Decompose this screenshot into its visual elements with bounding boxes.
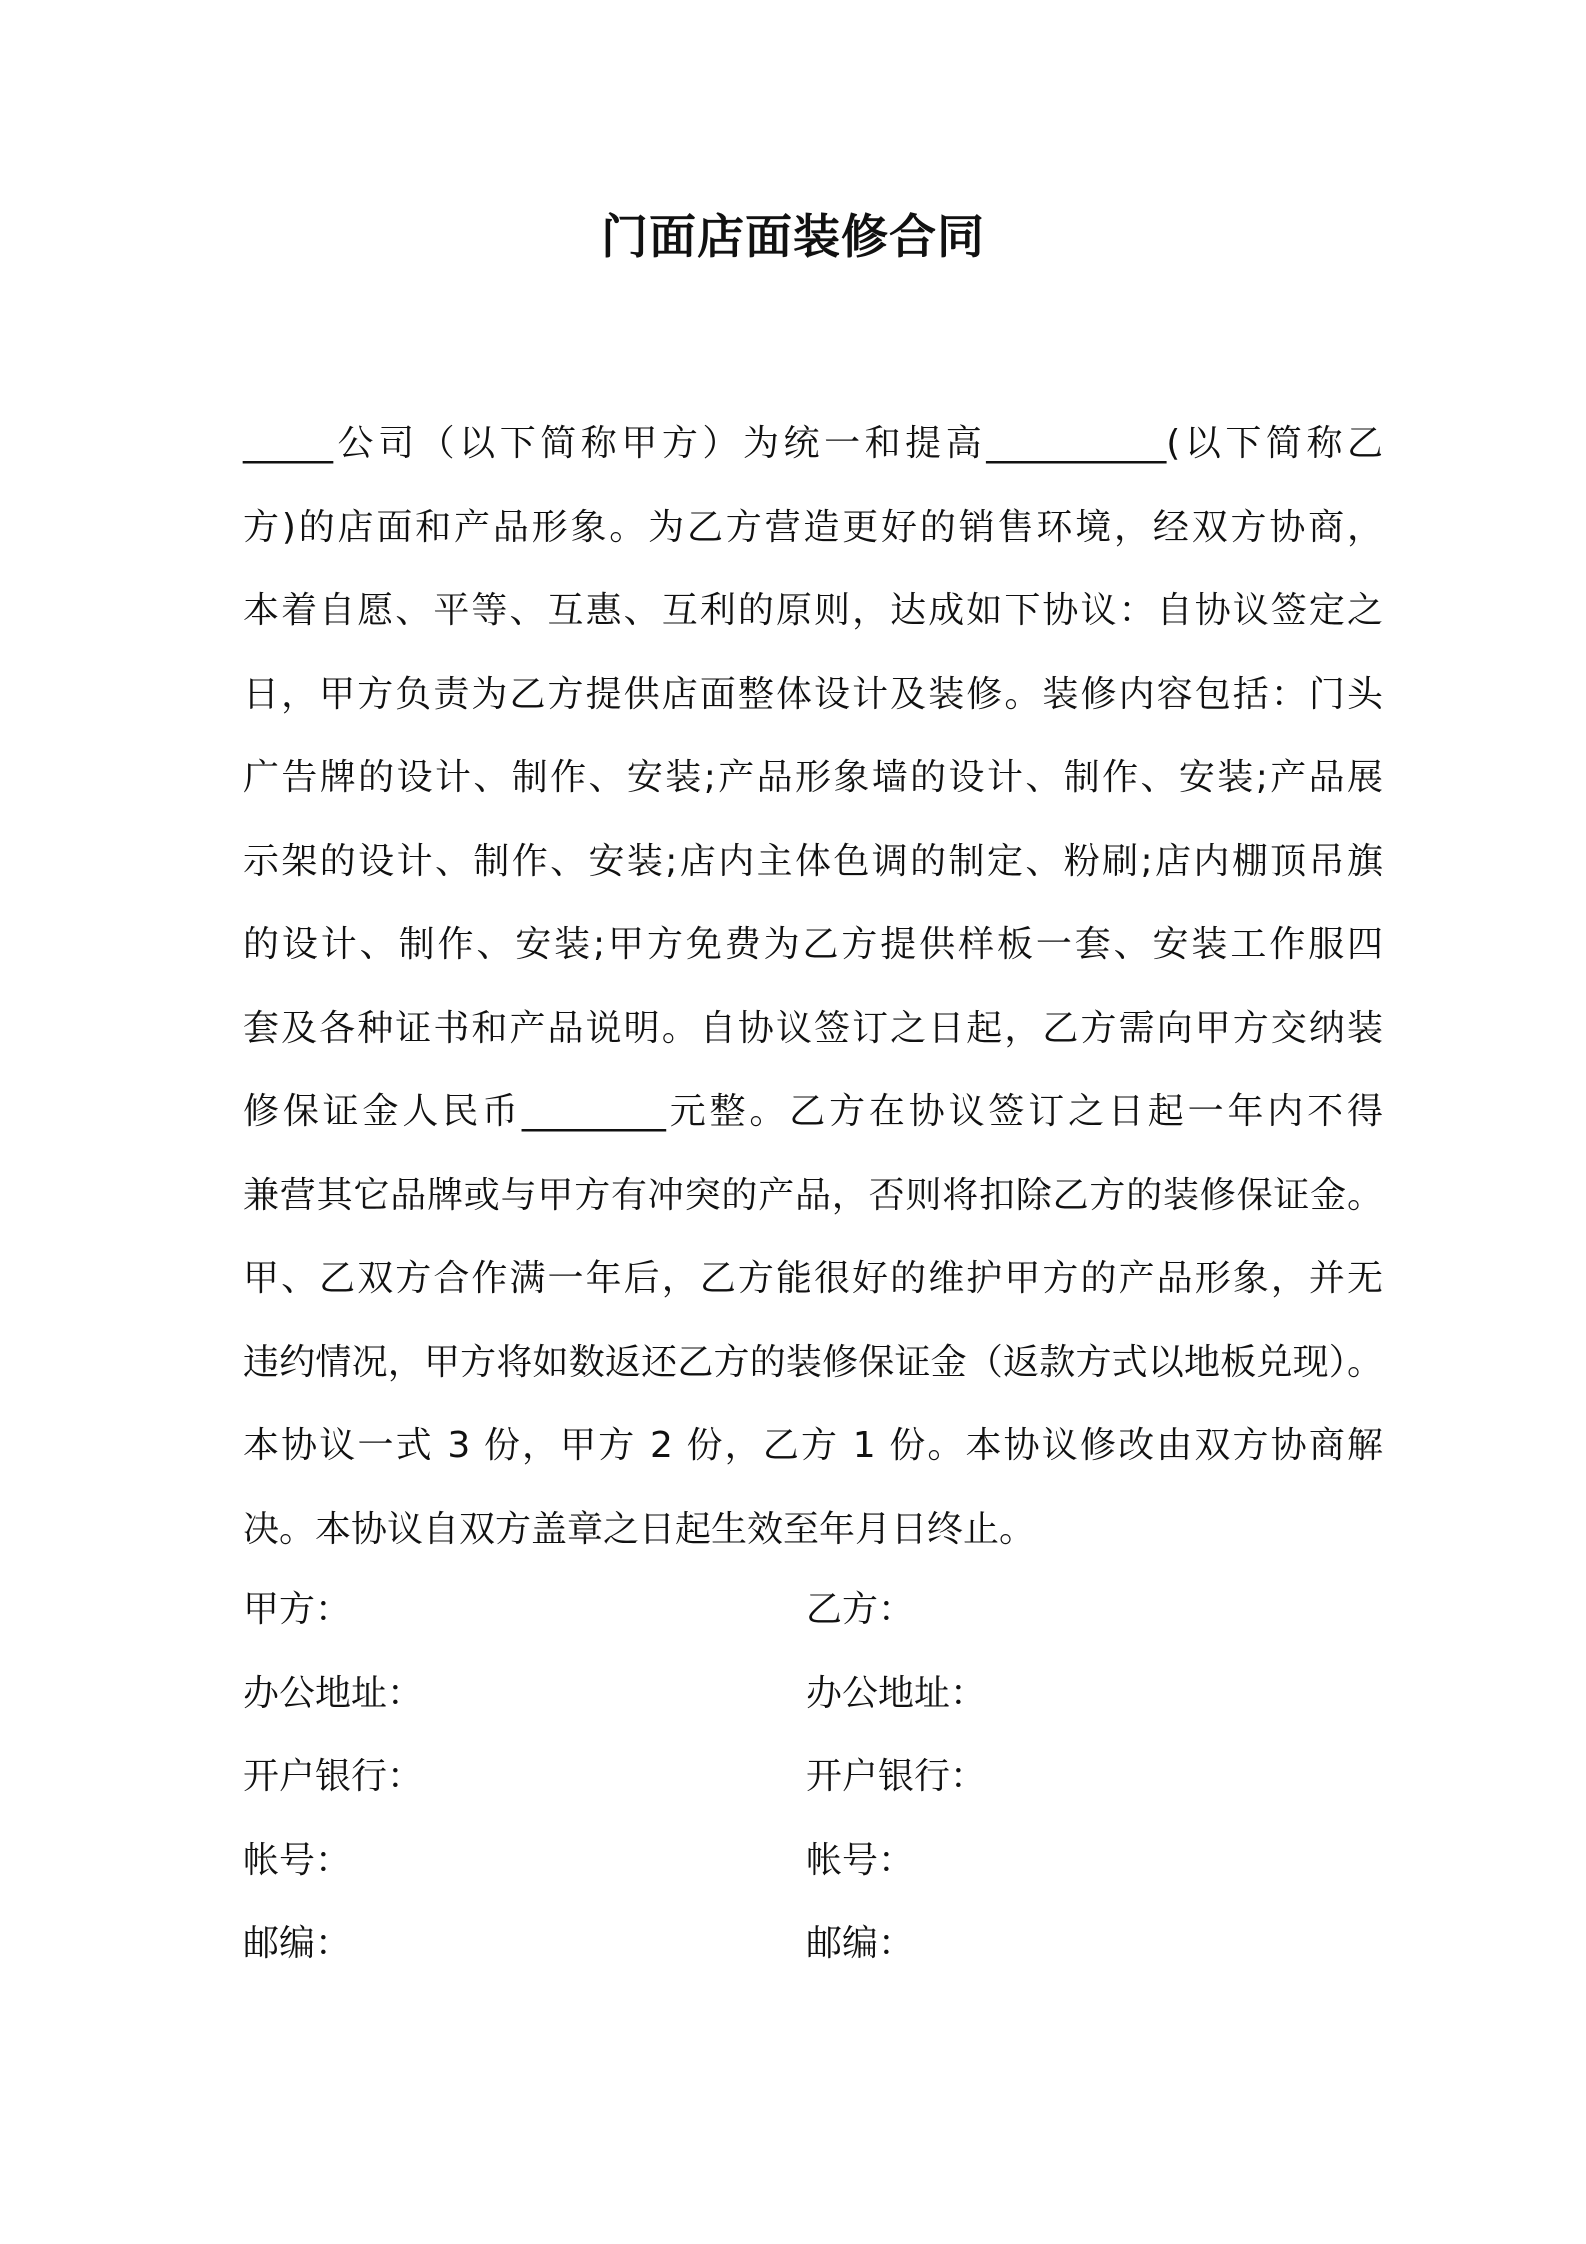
body-line: 兼营其它品牌或与甲方有冲突的产品，否则将扣除乙方的装修保证金。 [243,1174,1383,1216]
body-line: 本着自愿、平等、互惠、互利的原则，达成如下协议：自协议签定之 [243,590,1383,631]
body-line: 决。本协议自双方盖章之日起生效至年月日终止。 [243,1508,1036,1550]
body-line: 修保证金人民币________元整。乙方在协议签订之日起一年内不得 [243,1091,1383,1132]
party-b-address-label: 办公地址： [806,1672,987,1714]
party-b-account-label: 帐号： [806,1839,915,1881]
body-line: 日，甲方负责为乙方提供店面整体设计及装修。装修内容包括：门头 [243,673,1383,715]
body-line: 违约情况，甲方将如数返还乙方的装修保证金（返款方式以地板兑现）。 [243,1341,1383,1383]
contract-body [243,402,1383,1571]
body-line: 甲、乙双方合作满一年后，乙方能很好的维护甲方的产品形象，并无 [243,1258,1383,1299]
body-line: 套及各种证书和产品说明。自协议签订之日起，乙方需向甲方交纳装 [243,1007,1383,1049]
party-a-address-label: 办公地址： [243,1672,424,1714]
party-a-signature-block [243,1568,423,1986]
party-b-signature-block [806,1568,986,1986]
party-a-bank-label: 开户银行： [243,1756,424,1797]
document-title: 门面店面装修合同 [601,210,985,265]
body-line: _____公司（以下简称甲方）为统一和提高__________(以下简称乙 [243,423,1383,464]
body-line: 广告牌的设计、制作、安装;产品形象墙的设计、制作、安装;产品展 [243,757,1383,798]
body-line: 本协议一式 3 份，甲方 2 份，乙方 1 份。本协议修改由双方协商解 [243,1425,1383,1466]
party-a-account-label: 帐号： [243,1839,352,1881]
body-line: 示架的设计、制作、安装;店内主体色调的制定、粉刷;店内棚顶吊旗 [243,840,1383,882]
party-b-name-label: 乙方： [806,1589,915,1630]
party-a-name-label: 甲方： [243,1589,352,1630]
party-b-bank-label: 开户银行： [806,1756,987,1797]
body-line: 的设计、制作、安装;甲方免费为乙方提供样板一套、安装工作服四 [243,924,1383,965]
party-b-postcode-label: 邮编： [806,1923,915,1964]
party-a-postcode-label: 邮编： [243,1923,352,1964]
body-line: 方)的店面和产品形象。为乙方营造更好的销售环境，经双方协商， [243,506,1383,548]
